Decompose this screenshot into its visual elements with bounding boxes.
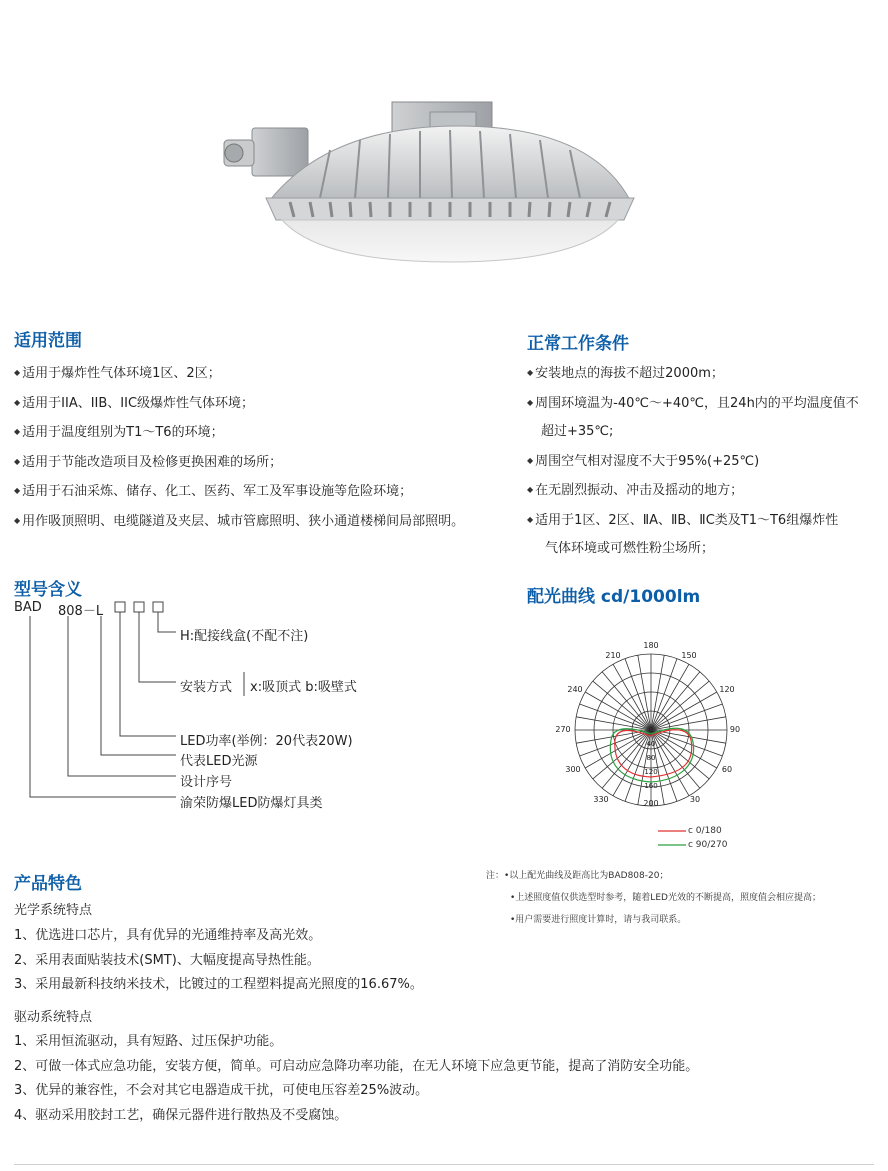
polar-ring-label: 40 — [646, 740, 656, 748]
polar-angle-label: 30 — [689, 795, 701, 804]
scope-title: 适用范围 — [14, 331, 82, 351]
drive-item: 4、驱动采用胶封工艺，确保元器件进行散热及不受腐蚀。 — [14, 1107, 348, 1123]
model-mount-label: 安装方式 — [180, 680, 233, 695]
polar-ring-label: 120 — [644, 768, 658, 776]
legend-line-c90 — [658, 843, 688, 847]
model-code-mid: 808－L — [58, 604, 104, 619]
footer-divider — [14, 1164, 874, 1165]
drive-item: 3、优异的兼容性，不会对其它电器造成干扰，可使电压容差25%波动。 — [14, 1083, 429, 1098]
legend-line-c0 — [658, 829, 688, 833]
polar-ring-label: 80 — [646, 754, 656, 762]
polar-angle-label: 270 — [555, 725, 571, 734]
polar-angle-label: 180 — [643, 641, 659, 650]
scope-item: ◆ 适用于爆炸性气体环境1区、2区； — [14, 366, 221, 381]
condition-item-cont: 超过+35℃; — [541, 424, 614, 439]
optical-list — [14, 924, 423, 998]
model-junction-label: H:配接线盒(不配不注) — [180, 629, 309, 644]
scope-item: ◆ 适用于IIA、IIB、IIC级爆炸性气体环境； — [14, 395, 255, 411]
scope-item: ◆ 适用于石油采炼、储存、化工、医药、军工及军事设施等危险环境； — [14, 484, 413, 499]
polar-angle-label: 90 — [729, 725, 741, 734]
polar-angle-label: 300 — [565, 765, 581, 774]
scope-item: ◆ 适用于温度组别为T1～T6的环境； — [14, 425, 224, 440]
conditions-title: 正常工作条件 — [527, 334, 629, 354]
scope-list — [14, 359, 464, 536]
model-serial-label: 设计序号 — [180, 775, 233, 790]
polar-angle-label: 210 — [605, 651, 621, 660]
polar-angle-label: 200 — [643, 799, 659, 808]
condition-item: ◆ 周围环境温为-40℃～+40℃，且24h内的平均温度值不 — [527, 395, 859, 411]
legend-c0-label: c 0/180 — [688, 826, 722, 836]
mount-brace — [240, 672, 248, 696]
product-lamp-image — [210, 90, 650, 270]
polar-ring-label: 0 — [648, 726, 654, 734]
optical-item: 2、采用表面贴装技术(SMT)、大幅度提高导热性能。 — [14, 952, 320, 968]
model-power-label: LED功率(举例：20代表20W) — [180, 734, 353, 749]
conditions-list — [527, 359, 859, 564]
polar-ring-label: 160 — [644, 782, 658, 790]
polar-angle-label: 240 — [567, 685, 583, 694]
polar-angle-label: 330 — [593, 795, 609, 804]
curve-note-2: •上述照度值仅供选型时参考，随着LED光效的不断提高，照度值会相应提高； — [510, 893, 821, 903]
drive-item: 2、可做一体式应急功能，安装方便，简单。可启动应急降功率功能，在无人环境下应急更节能，提高了消防安全功能。 — [14, 1058, 699, 1074]
optical-item: 1、优选进口芯片，具有优异的光通维持率及高光效。 — [14, 928, 322, 943]
features-title: 产品特色 — [14, 874, 82, 894]
model-led-label: 代表LED光源 — [180, 754, 258, 769]
model-diagram-lines — [0, 598, 200, 808]
drive-subtitle: 驱动系统特点 — [14, 1010, 93, 1025]
optical-subtitle: 光学系统特点 — [14, 903, 93, 918]
curve-note-1: 注：•以上配光曲线及距高比为BAD808-20； — [486, 871, 669, 881]
scope-item: ◆ 用作吸顶照明、电缆隧道及夹层、城市管廊照明、狭小通道楼梯间局部照明。 — [14, 513, 465, 529]
model-mount-options: x:吸顶式 b:吸壁式 — [250, 680, 357, 695]
condition-item-cont: 气体环境或可燃性粉尘场所； — [545, 541, 715, 556]
condition-item: ◆ 安装地点的海拔不超过2000m； — [527, 366, 724, 381]
polar-light-distribution — [555, 636, 755, 856]
model-brand-label: 渝荣防爆LED防爆灯具类 — [180, 796, 323, 811]
curve-title: 配光曲线 cd/1000lm — [527, 587, 701, 607]
polar-angle-label: 150 — [681, 651, 697, 660]
polar-angle-label: 60 — [721, 765, 733, 774]
drive-item: 1、采用恒流驱动，具有短路、过压保护功能。 — [14, 1034, 283, 1049]
condition-item: ◆ 在无剧烈振动、冲击及摇动的地方； — [527, 483, 744, 498]
polar-angle-label: 120 — [719, 685, 735, 694]
condition-item: ◆ 周围空气相对湿度不大于95%(+25℃) — [527, 453, 760, 469]
model-title: 型号含义 — [14, 580, 82, 600]
scope-item: ◆ 适用于节能改造项目及检修更换困难的场所； — [14, 454, 283, 470]
optical-item: 3、采用最新科技纳米技术，比镀过的工程塑料提高光照度的16.67%。 — [14, 977, 423, 992]
drive-list — [14, 1030, 698, 1128]
curve-note-3: •用户需要进行照度计算时，请与我司联系。 — [510, 915, 687, 925]
legend-c90-label: c 90/270 — [688, 840, 728, 850]
condition-item: ◆ 适用于1区、2区、ⅡA、ⅡB、ⅡC类及T1～T6组爆炸性 — [527, 512, 839, 528]
model-code-prefix: BAD — [14, 600, 42, 615]
